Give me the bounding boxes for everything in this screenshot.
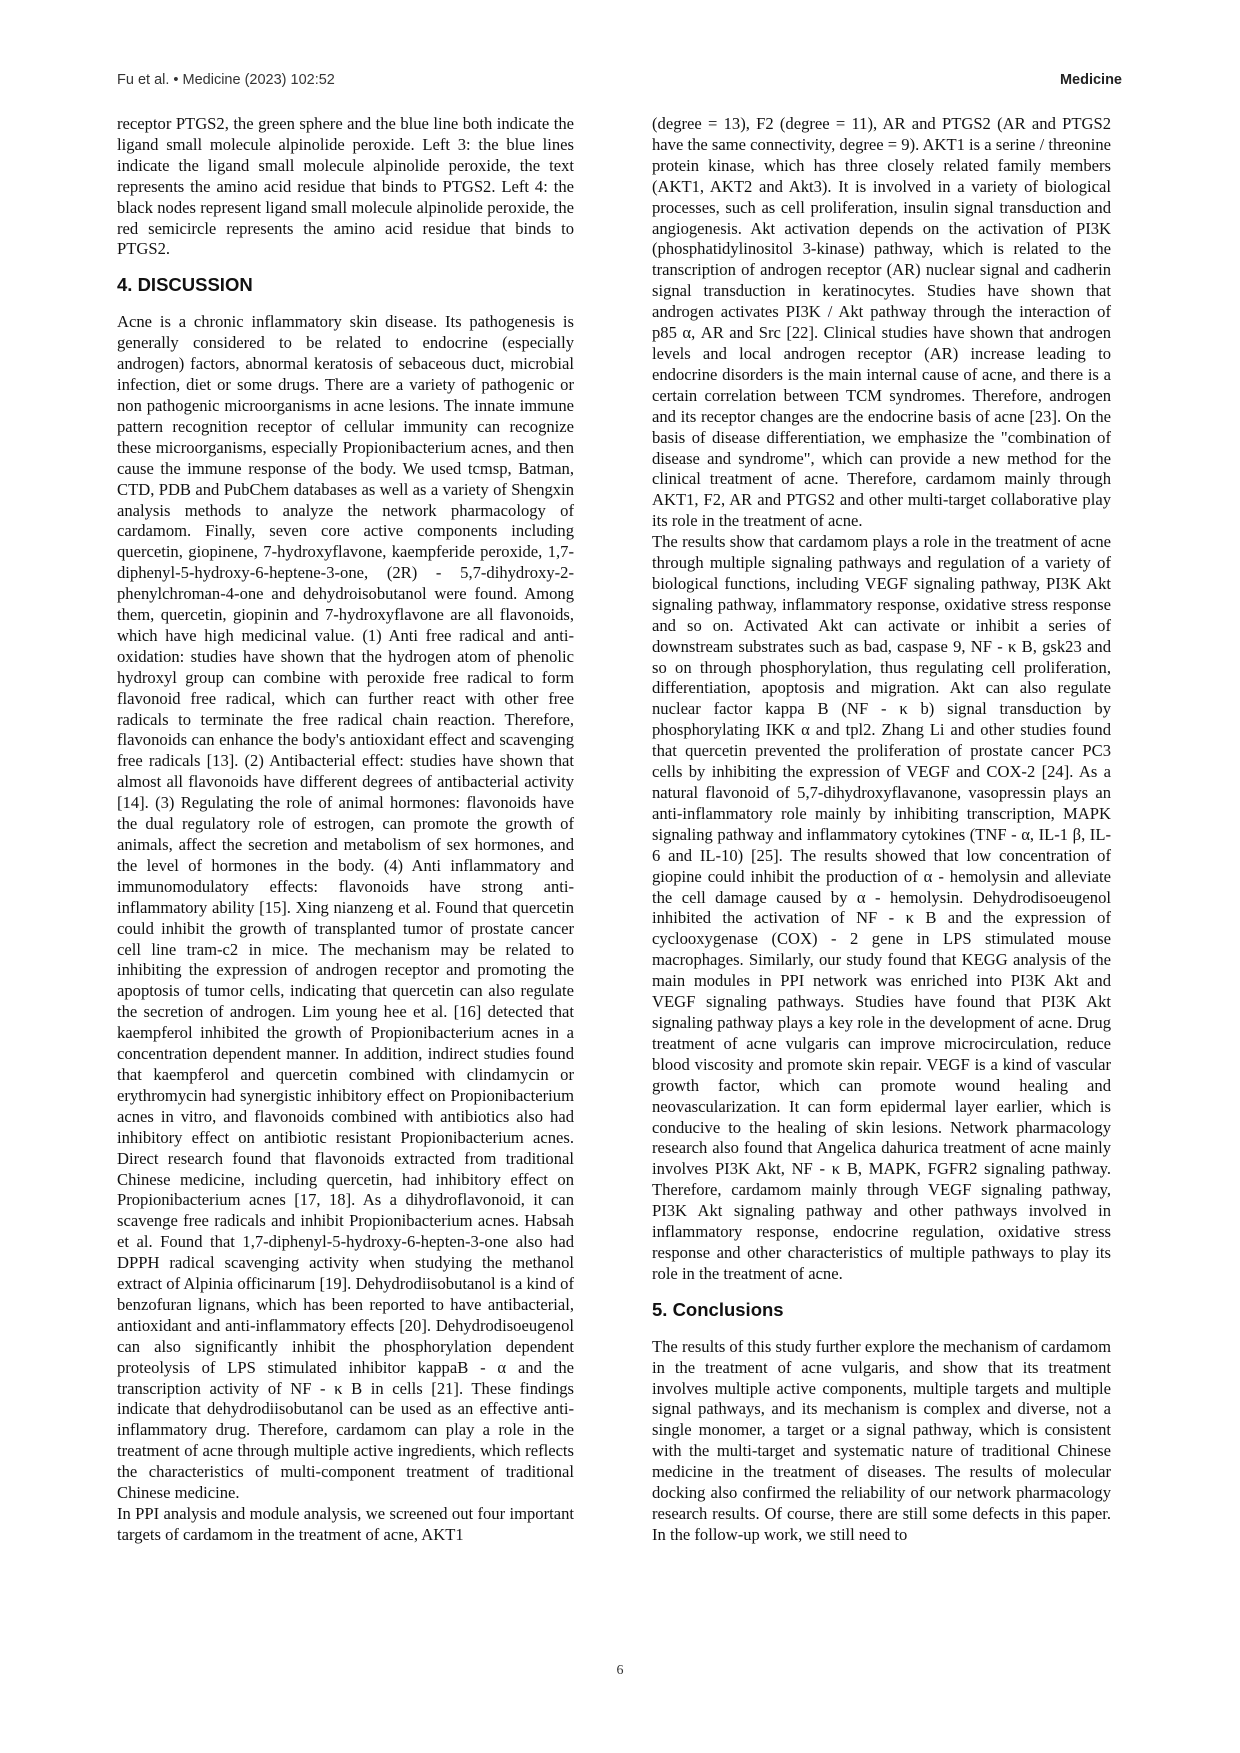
section-heading-conclusions: 5. Conclusions <box>652 1298 784 1320</box>
discussion-paragraph: (degree = 13), F2 (degree = 11), AR and PTGS2 (AR and PTGS2 have the same connectivity, degree = 9). AKT1 is a serine / threonine protein kinase, which has three closely related family members (AKT1, AKT2 and Akt3). It is involved in a variety of biological processes, such as cell proliferation, insulin signal transduction and angiogenesis. Akt activation depends on the activation of PI3K (phosphatidylinositol 3-kinase) pathway, which is related to the transcription of androgen receptor (AR) nuclear signal and cadherin signal transduction in keratinocytes. Studies have shown that androgen activates PI3K / Akt pathway through the interaction of p85 α, AR and Src [22]. Clinical studies have shown that androgen levels and local androgen receptor (AR) increase leading to endocrine disorders is the main internal cause of acne, and there is a certain correlation between TCM syndromes. Therefore, androgen and its receptor changes are the endocrine basis of acne [23]. On the basis of disease differentiation, we emphasize the "combination of disease and syndrome", which can provide a new method for the clinical treatment of acne. Therefore, cardamom mainly through AKT1, F2, AR and PTGS2 and other multi-target collaborative play its role in the treatment of acne. <box>652 114 1111 531</box>
section-heading-discussion: 4. DISCUSSION <box>117 274 253 296</box>
left-column <box>117 114 574 1546</box>
page-number: 6 <box>616 1663 624 1678</box>
discussion-paragraph: The results show that cardamom plays a role in the treatment of acne through multiple signaling pathways and regulation of a variety of biological functions, including VEGF signaling pathway, PI3K Akt signaling pathway, inflammatory response, oxidative stress response and so on. Activated Akt can activate or inhibit a series of downstream substrates such as bad, caspase 9, NF - κ B, gsk23 and so on through phosphorylation, thus regulating cell proliferation, differentiation, apoptosis and migration. Akt can also regulate nuclear factor kappa B (NF - κ b) signal transduction by phosphorylating IKK α and tpl2. Zhang Li and other studies found that quercetin prevented the proliferation of prostate cancer PC3 cells by inhibiting the expression of VEGF and COX-2 [24]. As a natural flavonoid of 5,7-dihydroxyflavanone, vasopressin plays an anti-inflammatory role mainly by inhibiting transcription, MAPK signaling pathway and inflammatory cytokines (TNF - α, IL-1 β, IL-6 and IL-10) [25]. The results showed that low concentration of giopine could inhibit the production of α - hemolysin and alleviate the cell damage caused by α - hemolysin. Dehydrodisoeugenol inhibited the activation of NF - κ B and the expression of cyclooxygenase (COX) - 2 gene in LPS stimulated mouse macrophages. Similarly, our study found that KEGG analysis of the main modules in PPI network was enriched into PI3K Akt and VEGF signaling pathways. Studies have found that PI3K Akt signaling pathway plays a key role in the development of acne. Drug treatment of acne vulgaris can improve microcirculation, reduce blood viscosity and promote skin repair. VEGF is a kind of vascular growth factor, which can promote wound healing and neovascularization. It can form epidermal layer earlier, which is conducive to the healing of skin lesions. Network pharmacology research also found that Angelica dahurica treatment of acne mainly involves PI3K Akt, NF - κ B, MAPK, FGFR2 signaling pathway. Therefore, cardamom mainly through VEGF signaling pathway, PI3K Akt signaling pathway and other pathways involved in inflammatory response, endocrine regulation, oxidative stress response and other characteristics of multiple pathways to play its role in the treatment of acne. <box>652 532 1111 1283</box>
conclusion-paragraph: The results of this study further explore the mechanism of cardamom in the treatment of acne vulgaris, and show that its treatment involves multiple active components, multiple targets and multiple signal pathways, and its mechanism is complex and diverse, not a single monomer, a target or a signal pathway, which is consistent with the multi-target and systematic nature of traditional Chinese medicine in the treatment of diseases. The results of molecular docking also confirmed the reliability of our network pharmacology research results. Of course, there are still some defects in this paper. In the follow-up work, we still need to <box>652 1336 1111 1544</box>
discussion-paragraph: Acne is a chronic inflammatory skin disease. Its pathogenesis is generally considered to be related to endocrine (especially androgen) factors, abnormal keratosis of sebaceous duct, microbial infection, diet or some drugs. There are a variety of pathogenic or non pathogenic microorganisms in acne lesions. The innate immune pattern recognition receptor of cellular immunity can recognize these microorganisms, especially Propionibacterium acnes, and then cause the immune response of the body. We used tcmsp, Batman, CTD, PDB and PubChem databases as well as a variety of Shengxin analysis methods to analyze the network pharmacology of cardamom. Finally, seven core active components including quercetin, giopinene, 7-hydroxyflavone, kaempferide peroxide, 1,7-diphenyl-5-hydroxy-6-heptene-3-one, (2R) - 5,7-dihydroxy-2-phenylchroman-4-one and dehydroisobutanol were found. Among them, quercetin, giopinin and 7-hydroxyflavone are all flavonoids, which have high medicinal value. (1) Anti free radical and anti-oxidation: studies have shown that the hydrogen atom of phenolic hydroxyl group can combine with peroxide free radical to form flavonoid free radical, which can further react with other free radicals to terminate the free radical chain reaction. Therefore, flavonoids can enhance the body's antioxidant effect and scavenging free radicals [13]. (2) Antibacterial effect: studies have shown that almost all flavonoids have different degrees of antibacterial activity [14]. (3) Regulating the role of animal hormones: flavonoids have the dual regulatory role of estrogen, can promote the growth of animals, affect the secretion and metabolism of sex hormones, and the level of hormones in the body. (4) Anti inflammatory and immunomodulatory effects: flavonoids have strong anti-inflammatory ability [15]. Xing nianzeng et al. Found that quercetin could inhibit the growth of transplanted tumor of prostate cancer cell line tram-c2 in mice. The mechanism may be related to inhibiting the expression of androgen receptor and promoting the apoptosis of tumor cells, indicating that quercetin can also regulate the secretion of androgen. Lim young hee et al. [16] detected that kaempferol inhibited the growth of Propionibacterium acnes in a concentration dependent manner. In addition, indirect studies found that kaempferol and quercetin combined with clindamycin or erythromycin had synergistic inhibitory effect on Propionibacterium acnes in vitro, and flavonoids combined with antibiotics also had inhibitory effect on antibiotic resistant Propionibacterium acnes. Direct research found that flavonoids extracted from traditional Chinese medicine, including quercetin, had inhibitory effect on Propionibacterium acnes [17, 18]. As a dihydroflavonoid, it can scavenge free radicals and inhibit Propionibacterium acnes. Habsah et al. Found that 1,7-diphenyl-5-hydroxy-6-hepten-3-one also had DPPH radical scavenging activity when studying the methanol extract of Alpinia officinarum [19]. Dehydrodiisobutanol is a kind of benzofuran lignans, which has been reported to have antibacterial, antioxidant and anti-inflammatory effects [20]. Dehydrodisoeugenol can also significantly inhibit the phosphorylation dependent proteolysis of LPS stimulated inhibitor kappaB - α and the transcription activity of NF - κ B in cells [21]. These findings indicate that dehydrodiisobutanol can be used as an effective anti-inflammatory drug. Therefore, cardamom can play a role in the treatment of acne through multiple active ingredients, which reflects the characteristics of multi-component treatment of traditional Chinese medicine. <box>117 312 574 1503</box>
right-column <box>652 114 1111 1546</box>
figure-caption-continuation: receptor PTGS2, the green sphere and the blue line both indicate the ligand small molecule alpinolide peroxide. Left 3: the blue lines indicate the ligand small molecule alpinolide peroxide, the text represents the amino acid residue that binds to PTGS2. Left 4: the black nodes represent ligand small molecule alpinolide peroxide, the red semicircle represents the amino acid residue that binds to PTGS2. <box>117 114 574 259</box>
header-citation: Fu et al. • Medicine (2023) 102:52 <box>117 72 335 88</box>
running-header <box>117 72 1122 92</box>
header-journal-name: Medicine <box>1059 72 1122 88</box>
discussion-paragraph: In PPI analysis and module analysis, we screened out four important targets of cardamom in the treatment of acne, AKT1 <box>117 1504 574 1544</box>
